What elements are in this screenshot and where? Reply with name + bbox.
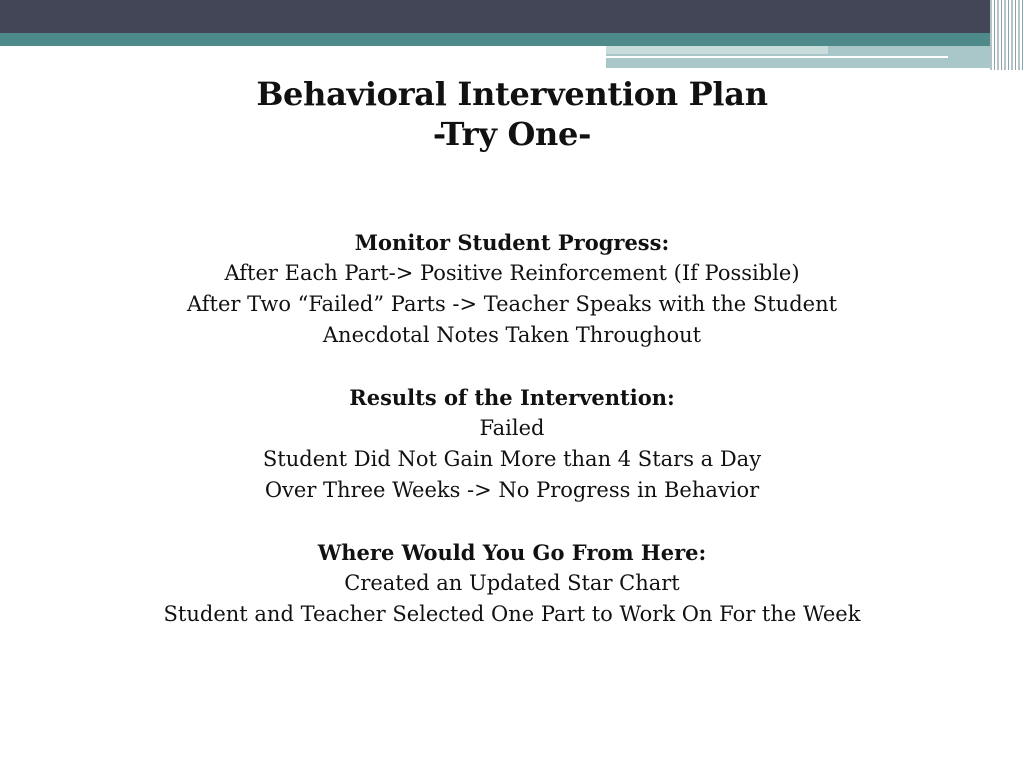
section-results (0, 382, 1024, 506)
slide-body (0, 227, 1024, 630)
section-line: Failed (479, 416, 545, 440)
slide-subtitle: -Try One- (432, 115, 592, 153)
slide-title: Behavioral Intervention Plan (256, 75, 768, 113)
header-vertical-stripes (990, 0, 1024, 70)
section-line: Anecdotal Notes Taken Throughout (322, 323, 702, 347)
header-banner-dark (0, 0, 1024, 33)
section-monitor-progress (0, 227, 1024, 351)
section-heading: Monitor Student Progress: (354, 230, 670, 255)
header-banner-line (606, 56, 948, 58)
section-next-steps (0, 537, 1024, 630)
section-line: Created an Updated Star Chart (344, 571, 680, 595)
header-banner-accent (606, 46, 828, 54)
section-line: Over Three Weeks -> No Progress in Behavior (264, 478, 760, 502)
section-line: Student and Teacher Selected One Part to Work On For the Week (163, 602, 861, 626)
section-heading: Where Would You Go From Here: (317, 540, 707, 565)
section-heading: Results of the Intervention: (349, 385, 675, 410)
section-line: Student Did Not Gain More than 4 Stars a Day (262, 447, 762, 471)
section-line: After Two “Failed” Parts -> Teacher Speaks with the Student (186, 292, 838, 316)
title-block (0, 74, 1024, 154)
header-banner-teal (0, 33, 1024, 46)
section-line: After Each Part-> Positive Reinforcement (If Possible) (224, 261, 800, 285)
